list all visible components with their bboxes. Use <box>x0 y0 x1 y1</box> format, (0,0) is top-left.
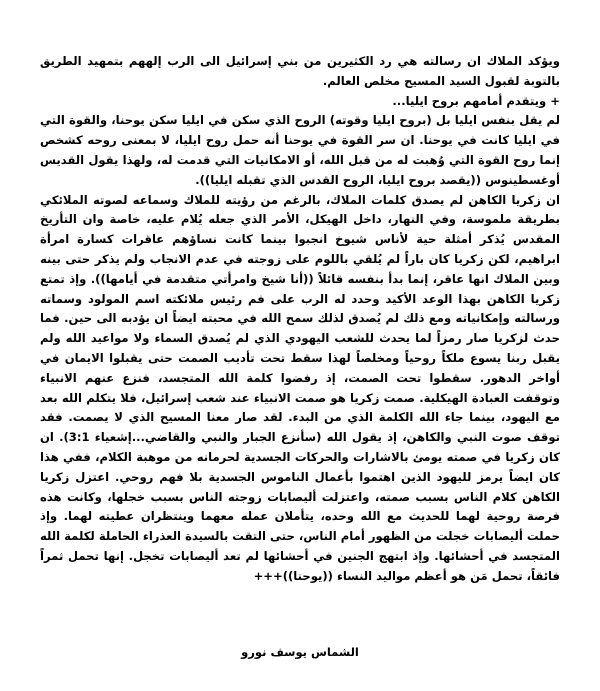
paragraph-zechariah: ان زكريا الكاهن لم يصدق كلمات الملاك، بالرغم من رؤيته للملاك وسماعه لصوته الملائكي بطريقة ملموسة، وفي النهار، داخل الهيكل، الأمر الذي جعله يُلام عليه، خاصة وان التأريخ المقدس يُذكر أمثلة حية لأناس شيوخ انجبوا بينما كانت نساؤهم عاقرات كسارة امرأة ابراهيم، لكن زكريا كان باراً لم يُلقي باللوم على زوجته في عدم الانجاب ولم يذكر حتى بينه وبين الملاك انها عاقر، إنما بدأ بنفسه قائلاً ((أنا شيخ وامرأتي متقدمة في أيامها)). وإذ تمتع زكريا الكاهن بهذا الوعد الأكيد وحدد له الرب على فم رئيس ملائكته اسم المولود وسماته ورسالته وإمكانياته ومع ذلك لم يُصدق لذلك سمح الله في محبته ايضاً ان يؤدبه الى حين. فما حدث لزكريا صار رمزاً لما يحدث للشعب اليهودي الذي لم يُصدق السماء ولا مواعيد الله ولم يقبل ربنا يسوع ملكاً روحياً ومخلصاً لهذا سقط تحت تأديب الصمت حتى يقبلوا الايمان في أواخر الدهور. سقطوا تحت الصمت، إذ رفضوا كلمة الله المتجسد، فنزع عنهم الانبياء وتوقفت العبادة الهيكلية. صمت زكريا هو صمت الانبياء عند شعب إسرائيل، فلا يتكلم الله بعد مع اليهود، بينما جاء الله الكلمة الذي من البدء. لقد صار معنا المسيح الذي لا يصمت. فقد توقف صوت النبي والكاهن، إذ يقول الله (سأنزع الجبار والنبي والقاضي...إشعياء 3:1). ان كان زكريا في صمته يومئ بالاشارات والحركات الجسدية لحرمانه من موهبة الكلام، ففي هذا كان ايضاً يرمز لليهود الذين اهتموا بأعمال الناموس الجسدية بلا فهم روحي. اعتزل زكريا الكاهن كلام الناس بسبب صمته، واعتزلت أليصابات زوجته الناس بسبب خجلها، وكانت هذه فرصة روحية لهما للحديث مع الله وحده، يتأملان عمله معهما وينتظران عطيته لهما. وإذ حملت أليصابات خجلت من الظهور أمام الناس، حتى التقت بالسيدة العذراء الحاملة لكلمة الله المتجسد في أحشائها. وإذ ابتهج الجنين في أحشائها لم تعد أليصابات تخجل. إنها تحمل ثمراً فائقاً، تحمل مَن هو أعظم مواليد النساء ((يوحنا))+++ <box>40 192 560 583</box>
article-body <box>40 52 560 587</box>
paragraph-intro: ويؤكد الملاك ان رسالته هي رد الكثيرين من بني إسرائيل الى الرب إلههم بتمهيد الطريق بالتوبة لقبول السيد المسيح مخلص العالم. <box>40 54 560 88</box>
author-signature: الشماس يوسف نورو <box>241 645 359 659</box>
paragraph-heading: + ويتقدم أمامهم بروح ايليا... <box>392 93 560 108</box>
paragraph-spirit-of-elijah: لم يقل بنفس ايليا بل (بروح ايليا وقوته) الروح الذي سكن في ايليا سكن يوحنا، والقوة التي في ايليا كانت في يوحنا. ان سر القوة في يوحنا أنه حمل روح ايليا، لا بمعنى روحه كشخص إنما روح القوة التي وُهبت له من قبل الله، أو الامكانيات التي قدمت له، ولهذا يقول القديس أوغسطينوس ((يقصد بروح ايليا، الروح القدس الذي تقبله ايليا)). <box>40 113 560 187</box>
